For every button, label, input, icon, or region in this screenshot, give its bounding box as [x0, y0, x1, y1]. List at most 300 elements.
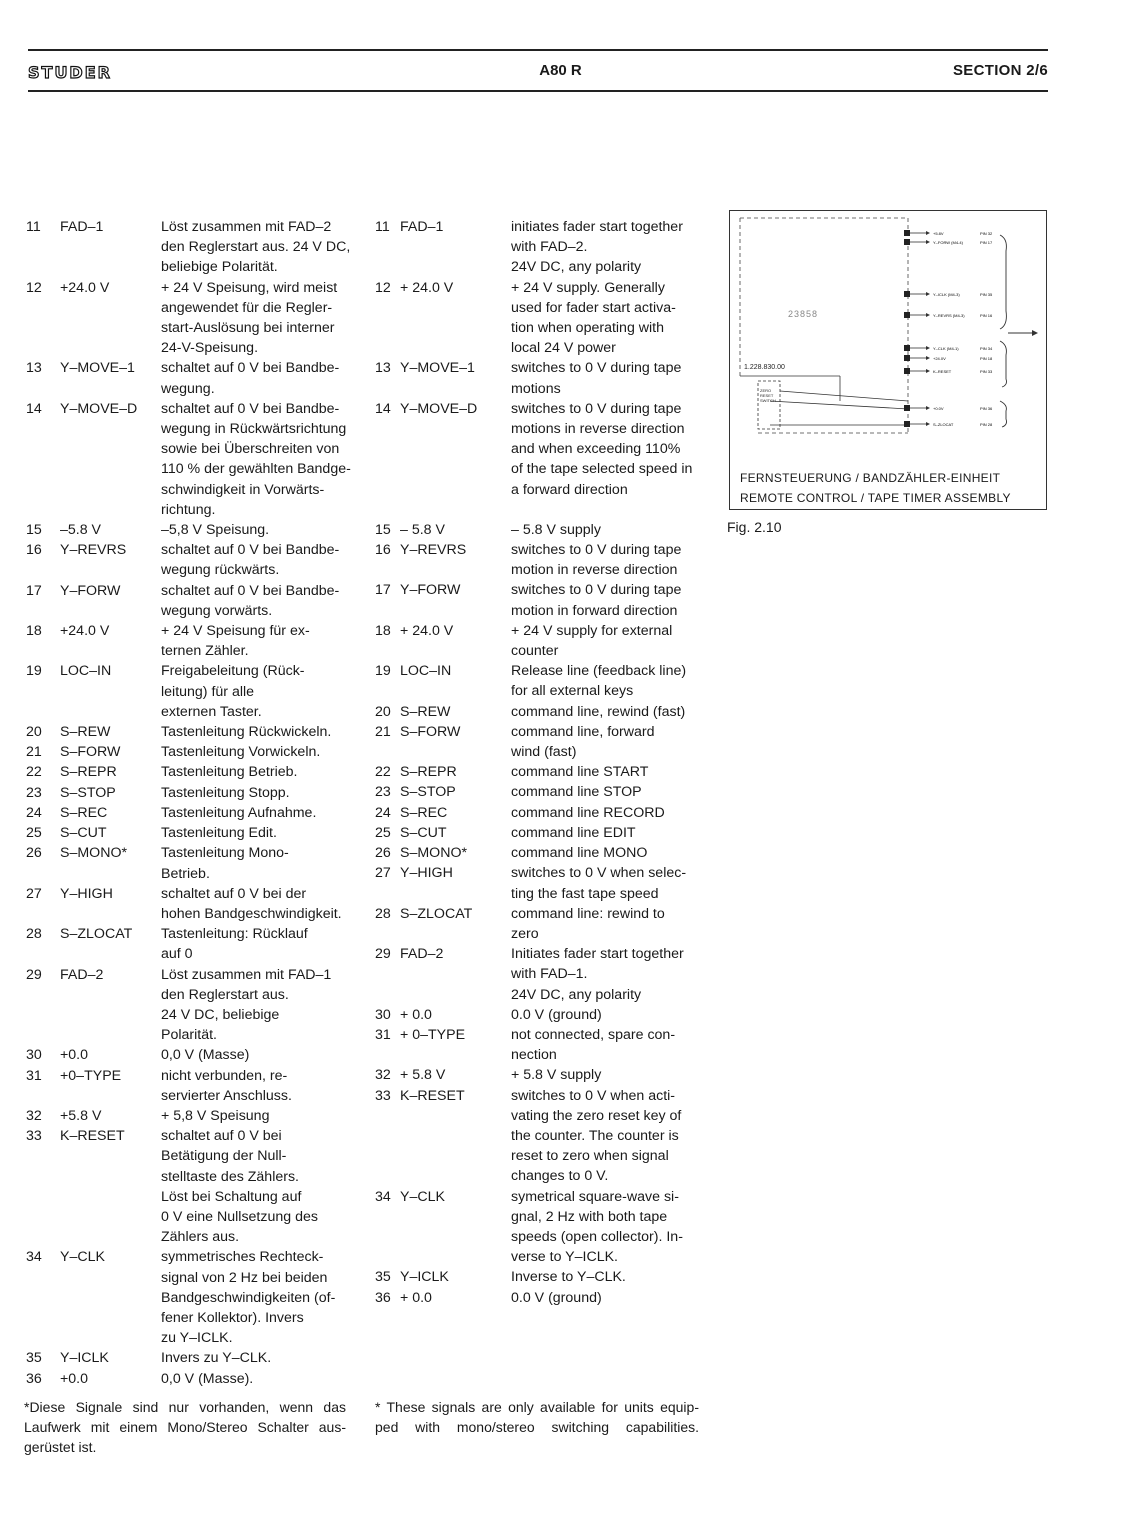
pin-entry-30: [26, 1045, 361, 1065]
description-line: Löst zusammen mit FAD–1: [161, 966, 332, 983]
signal-name: S–REPR: [400, 764, 457, 781]
signal-description: [161, 1106, 361, 1126]
description-line: Tastenleitung Aufnahme.: [161, 804, 317, 821]
signal-description: [161, 823, 361, 843]
signal-name: LOC–IN: [400, 663, 452, 680]
pin-entry-35: [26, 1348, 361, 1368]
description-line: the counter. The counter is: [511, 1127, 679, 1144]
pin-entry-29: [375, 944, 699, 1005]
pin-signal-label: +5.8V: [933, 231, 944, 236]
pin-number: 16: [26, 542, 42, 559]
signal-name: S–MONO*: [60, 845, 128, 862]
signal-description: [161, 843, 361, 883]
pin-number: 17: [26, 582, 42, 599]
pin-number: 18: [375, 622, 391, 639]
pin-entry-22: [375, 762, 699, 782]
signal-description: [161, 965, 361, 1046]
pin-number: 26: [26, 845, 42, 862]
pin-signal-label: Y–FORW (M4-4): [933, 240, 963, 245]
description-line: schaltet auf 0 V bei Bandbe-: [161, 400, 340, 417]
description-line: leitung) für alle: [161, 683, 255, 700]
description-line: schaltet auf 0 V bei der: [161, 885, 307, 902]
description-line: vating the zero reset key of: [511, 1107, 682, 1124]
pin-entry-20: [26, 722, 361, 742]
description-line: schaltet auf 0 V bei Bandbe-: [161, 542, 340, 559]
description-line: schaltet auf 0 V bei Bandbe-: [161, 360, 340, 377]
remote-control-figure: [729, 210, 1047, 510]
signal-name: – 5.8 V: [400, 521, 445, 538]
pin-entry-27: [375, 863, 699, 903]
header-rule-top: [28, 49, 1048, 51]
signal-description: [511, 1267, 699, 1287]
pin-number: 36: [26, 1370, 42, 1387]
signal-name: + 24.0 V: [400, 279, 454, 296]
description-line: tion when operating with: [511, 320, 665, 337]
pin-number: 13: [375, 360, 391, 377]
pin-connector-2: [904, 291, 993, 297]
pin-number: 25: [26, 825, 42, 842]
signal-name: FAD–1: [60, 219, 104, 235]
pin-signal-label: Y–ICLK (M4-3): [933, 292, 960, 297]
description-line: symmetrisches Rechteck-: [161, 1249, 324, 1266]
description-line: 0,0 V (Masse): [161, 1047, 250, 1064]
pin-signal-label: +24.0V: [933, 356, 946, 361]
description-line: 0 V eine Nullsetzung des: [161, 1208, 318, 1225]
pin-number: 14: [375, 400, 391, 417]
description-line: counter: [511, 643, 559, 660]
pin-number-label: PIN 28: [980, 422, 993, 427]
description-line: a forward direction: [511, 481, 628, 498]
description-line: Betätigung der Null-: [161, 1148, 287, 1165]
description-line: 0,0 V (Masse).: [161, 1370, 254, 1387]
description-line: Tastenleitung Rückwickeln.: [161, 724, 332, 741]
pin-number-label: PIN 16: [980, 313, 993, 318]
pin-connector-0: [904, 230, 993, 236]
pin-entry-25: [375, 823, 699, 843]
signal-name: Y–FORW: [60, 582, 121, 599]
pin-number: 19: [26, 663, 42, 680]
pin-entry-12: [26, 278, 361, 359]
description-line: externen Taster.: [161, 703, 262, 720]
pin-entry-23: [375, 782, 699, 802]
signal-description: [511, 217, 699, 278]
signal-name: + 0–TYPE: [400, 1026, 466, 1043]
signal-name: FAD–2: [400, 946, 444, 963]
pin-entry-34: [375, 1187, 699, 1268]
description-line: –5,8 V Speisung.: [161, 522, 270, 539]
pin-connector-5: [904, 355, 993, 361]
signal-name: +0.0: [60, 1370, 89, 1387]
description-line: Invers zu Y–CLK.: [161, 1350, 272, 1367]
signal-description: [161, 520, 361, 540]
signal-description: [161, 803, 361, 823]
signal-name: +5.8 V: [60, 1107, 102, 1124]
pin-entry-31: [375, 1025, 699, 1065]
description-line: Betrieb.: [161, 865, 210, 882]
description-line: switches to 0 V when selec-: [511, 865, 687, 882]
description-line: switches to 0 V during tape: [511, 542, 682, 559]
pin-entry-18: [26, 621, 361, 661]
section-number: SECTION 2/6: [953, 62, 1048, 79]
pin-number-label: PIN 35: [980, 292, 993, 297]
pin-entry-23: [26, 783, 361, 803]
signal-name: + 0.0: [400, 1006, 432, 1023]
signal-description: [511, 278, 699, 359]
pin-entry-25: [26, 823, 361, 843]
pin-number: 21: [26, 744, 42, 761]
signal-name: S–STOP: [60, 784, 116, 801]
pin-entry-13: [375, 358, 699, 398]
pin-number: 33: [26, 1128, 42, 1145]
description-line: schaltet auf 0 V bei Bandbe-: [161, 582, 340, 599]
signal-name: Y–MOVE–D: [60, 400, 138, 417]
description-line: and when exceeding 110%: [511, 441, 681, 458]
signal-name: Y–ICLK: [60, 1350, 109, 1367]
signal-description: [511, 399, 699, 500]
signal-name: +24.0 V: [60, 623, 110, 640]
model-title: A80 R: [539, 62, 582, 79]
signal-description: [161, 581, 361, 621]
pin-entry-32: [26, 1106, 361, 1126]
pin-entry-24: [375, 803, 699, 823]
description-line: command line RECORD: [511, 804, 665, 821]
description-line: switches to 0 V when acti-: [511, 1087, 676, 1104]
pin-entry-17: [375, 580, 699, 620]
signal-description: [161, 742, 361, 762]
description-line: Initiates fader start together: [511, 946, 684, 963]
part-number-text: 1.228.830.00: [744, 364, 785, 371]
description-line: used for fader start activa-: [511, 299, 676, 316]
description-line: switches to 0 V during tape: [511, 400, 682, 417]
signal-name: K–RESET: [60, 1128, 125, 1145]
signal-description: [511, 1065, 699, 1085]
pin-entry-20: [375, 702, 699, 722]
pin-entry-11: [26, 217, 361, 278]
description-line: + 24 V supply for external: [511, 622, 673, 639]
signal-name: LOC–IN: [60, 663, 112, 680]
description-line: motions: [511, 380, 561, 397]
signal-name: Y–HIGH: [400, 865, 453, 882]
description-line: 0.0 V (ground): [511, 1289, 602, 1306]
figure-caption-english: REMOTE CONTROL / TAPE TIMER ASSEMBLY: [740, 491, 1011, 505]
pin-number-label: PIN 17: [980, 240, 993, 245]
description-line: with FAD–1.: [511, 966, 588, 983]
signal-description: [511, 823, 699, 843]
description-line: 24 V DC, beliebige: [161, 1006, 280, 1023]
pin-number: 35: [375, 1269, 391, 1286]
switch-label-line-1: ZERO: [760, 388, 772, 393]
signal-description: [161, 540, 361, 580]
signal-name: +0.0: [60, 1047, 89, 1064]
description-line: beliebige Polarität.: [161, 259, 278, 276]
description-line: + 5.8 V supply: [511, 1067, 602, 1084]
signal-description: [511, 782, 699, 802]
pin-number-label: PIN 36: [980, 406, 993, 411]
signal-description: [511, 863, 699, 903]
signal-name: S–REPR: [60, 764, 117, 781]
description-line: fener Kollektor). Invers: [161, 1309, 304, 1326]
description-line: local 24 V power: [511, 340, 616, 357]
pin-entry-36: [26, 1369, 361, 1389]
pin-number: 31: [26, 1067, 42, 1084]
description-line: + 24 V supply. Generally: [511, 279, 665, 296]
description-line: motion in forward direction: [511, 602, 678, 619]
pin-entry-31: [26, 1066, 361, 1106]
description-line: wegung in Rückwärtsrichtung: [161, 421, 347, 438]
pin-number: 12: [26, 279, 42, 296]
header-rule-bottom: [28, 90, 1048, 92]
pin-number: 11: [375, 219, 390, 235]
signal-name: S–CUT: [60, 825, 107, 842]
description-line: servierter Anschluss.: [161, 1087, 292, 1104]
description-line: with FAD–2.: [511, 239, 588, 256]
signal-name: S–FORW: [60, 744, 121, 761]
pin-number: 29: [375, 946, 391, 963]
description-line: Polarität.: [161, 1027, 217, 1044]
signal-name: S–REC: [60, 804, 108, 821]
pin-connector-8: [904, 421, 993, 427]
pin-number: 31: [375, 1026, 391, 1043]
signal-description: [511, 520, 699, 540]
signal-name: Y–REVRS: [400, 542, 467, 559]
description-line: command line: rewind to: [511, 905, 665, 922]
signal-name: S–MONO*: [400, 845, 468, 862]
signal-name: + 24.0 V: [400, 622, 454, 639]
pin-number: 27: [375, 865, 391, 882]
description-line: Tastenleitung Edit.: [161, 825, 277, 842]
signal-description: [161, 924, 361, 964]
pin-number: 35: [26, 1350, 42, 1367]
signal-description: [511, 702, 699, 722]
pin-number: 20: [26, 724, 42, 741]
pin-entry-26: [26, 843, 361, 883]
signal-description: [511, 762, 699, 782]
pin-number: 33: [375, 1087, 391, 1104]
description-line: speeds (open collector). In-: [511, 1228, 683, 1245]
description-line: hohen Bandgeschwindigkeit.: [161, 905, 342, 922]
pin-number: 15: [26, 522, 42, 539]
pin-entry-36: [375, 1288, 699, 1308]
signal-name: S–REW: [400, 703, 451, 720]
description-line: schaltet auf 0 V bei: [161, 1128, 282, 1145]
pin-number: 25: [375, 824, 391, 841]
studer-logo: STUDER: [28, 63, 112, 82]
pin-entry-26: [375, 843, 699, 863]
signal-description: [511, 540, 699, 580]
signal-description: [511, 1187, 699, 1268]
pin-entry-32: [375, 1065, 699, 1085]
signal-description: [161, 1045, 361, 1065]
description-line: command line STOP: [511, 784, 642, 801]
signal-name: +0–TYPE: [60, 1067, 122, 1084]
signal-name: S–STOP: [400, 784, 456, 801]
pin-entry-29: [26, 965, 361, 1046]
description-line: signal von 2 Hz bei beiden: [161, 1269, 328, 1286]
signal-name: Y–MOVE–D: [400, 400, 478, 417]
pin-number: 32: [375, 1067, 391, 1084]
pin-entry-13: [26, 358, 361, 398]
pin-number: 13: [26, 360, 42, 377]
pin-number: 12: [375, 279, 391, 296]
pin-number: 30: [26, 1047, 42, 1064]
pin-signal-label: S–ZLOCAT: [933, 422, 954, 427]
pin-number: 28: [375, 905, 391, 922]
pin-connector-7: [904, 405, 993, 411]
pin-number: 19: [375, 663, 391, 680]
description-line: zero: [511, 925, 539, 942]
pin-entry-28: [375, 904, 699, 944]
pin-entry-19: [26, 661, 361, 722]
signal-name: S–ZLOCAT: [400, 905, 473, 922]
pin-number: 24: [26, 804, 42, 821]
german-pin-list: [26, 217, 361, 1389]
pin-entry-33: [375, 1086, 699, 1187]
description-line: switches to 0 V during tape: [511, 582, 682, 599]
figure-label: Fig. 2.10: [727, 519, 782, 535]
pin-entry-33: [26, 1126, 361, 1247]
signal-description: [161, 358, 361, 398]
pin-number: 34: [26, 1249, 42, 1266]
description-line: Bandgeschwindigkeiten (of-: [161, 1289, 336, 1306]
description-line: motion in reverse direction: [511, 562, 678, 579]
signal-description: [511, 580, 699, 620]
description-line: ternen Zähler.: [161, 643, 249, 660]
pin-signal-label: K–RESET: [933, 369, 952, 374]
signal-name: S–FORW: [400, 723, 461, 740]
signal-description: [511, 843, 699, 863]
description-line: schwindigkeit in Vorwärts-: [161, 481, 325, 498]
pin-entry-14: [26, 399, 361, 520]
pin-number: 21: [375, 723, 391, 740]
signal-name: S–CUT: [400, 824, 447, 841]
description-line: Inverse to Y–CLK.: [511, 1269, 626, 1286]
description-line: nection: [511, 1047, 557, 1064]
signal-description: [161, 399, 361, 520]
signal-description: [161, 661, 361, 722]
signal-description: [161, 722, 361, 742]
signal-description: [161, 1247, 361, 1348]
pin-entry-14: [375, 399, 699, 500]
description-line: + 24 V Speisung für ex-: [161, 623, 310, 640]
description-line: wegung rückwärts.: [161, 562, 280, 579]
description-line: Tastenleitung: Rücklauf: [161, 926, 308, 943]
pin-signal-label: +0.0V: [933, 406, 944, 411]
description-line: 24-V-Speisung.: [161, 340, 259, 357]
remote-control-diagram: [730, 211, 1046, 511]
description-line: Tastenleitung Vorwickeln.: [161, 744, 321, 761]
pin-number-label: PIN 33: [980, 369, 993, 374]
pin-connector-4: [904, 345, 993, 351]
pin-number: 23: [26, 784, 42, 801]
signal-description: [161, 278, 361, 359]
signal-name: Y–ICLK: [400, 1269, 449, 1286]
description-line: command line START: [511, 764, 649, 781]
pin-signal-label: Y–REVRS (M4-3): [933, 313, 965, 318]
signal-name: S–REW: [60, 724, 111, 741]
description-line: start-Auslösung bei interner: [161, 320, 335, 337]
description-line: symetrical square-wave si-: [511, 1188, 679, 1205]
pin-entry-12: [375, 278, 699, 359]
switch-label-line-2: RESET: [760, 393, 774, 398]
description-line: angewendet für die Regler-: [161, 299, 333, 316]
signal-description: [161, 621, 361, 661]
description-line: gnal, 2 Hz with both tape: [511, 1208, 668, 1225]
description-line: command line, rewind (fast): [511, 703, 686, 720]
pin-entry-24: [26, 803, 361, 823]
counter-display-text: 23858: [788, 309, 819, 319]
signal-description: [511, 1025, 699, 1065]
description-line: sowie bei Überschreiten von: [161, 441, 340, 458]
description-line: wind (fast): [511, 744, 577, 761]
signal-description: [511, 1086, 699, 1187]
pin-number: 18: [26, 623, 42, 640]
pin-signal-label: Y–CLK (M4-1): [933, 346, 959, 351]
description-line: command line, forward: [511, 723, 655, 740]
pin-number: 26: [375, 845, 391, 862]
signal-description: [161, 1126, 361, 1247]
description-line: command line MONO: [511, 845, 648, 862]
pin-number: 23: [375, 784, 391, 801]
signal-name: Y–MOVE–1: [60, 360, 135, 377]
signal-description: [511, 661, 699, 701]
description-line: verse to Y–ICLK.: [511, 1249, 618, 1266]
signal-name: + 0.0: [400, 1289, 432, 1306]
pin-number-label: PIN 18: [980, 356, 993, 361]
description-line: for all external keys: [511, 683, 634, 700]
signal-name: Y–HIGH: [60, 885, 113, 902]
signal-description: [161, 1348, 361, 1368]
pin-number: 30: [375, 1006, 391, 1023]
description-line: not connected, spare con-: [511, 1026, 676, 1043]
pin-entry-30: [375, 1005, 699, 1025]
pin-entry-17: [26, 581, 361, 621]
pin-entry-16: [26, 540, 361, 580]
pin-number: 22: [375, 764, 391, 781]
pin-connector-3: [904, 312, 993, 318]
english-pin-list: [375, 217, 699, 1308]
description-line: Freigabeleitung (Rück-: [161, 663, 305, 680]
signal-name: –5.8 V: [60, 522, 102, 539]
description-line: Tastenleitung Stopp.: [161, 784, 290, 801]
pin-number: 11: [26, 219, 41, 235]
pin-number: 17: [375, 582, 391, 599]
pin-number: 29: [26, 966, 42, 983]
switch-label-line-3: SWITCH: [760, 398, 776, 403]
signal-description: [511, 1288, 699, 1308]
signal-description: [161, 884, 361, 924]
signal-name: Y–CLK: [400, 1188, 445, 1205]
pin-number: 27: [26, 885, 42, 902]
description-line: zu Y–ICLK.: [161, 1330, 233, 1347]
signal-name: Y–CLK: [60, 1249, 105, 1266]
pin-entry-22: [26, 762, 361, 782]
signal-description: [511, 722, 699, 762]
description-line: stelltaste des Zählers.: [161, 1168, 299, 1185]
pin-entry-15: [26, 520, 361, 540]
signal-name: Y–MOVE–1: [400, 360, 475, 377]
description-line: 0.0 V (ground): [511, 1006, 602, 1023]
signal-description: [161, 1066, 361, 1106]
pin-entry-18: [375, 621, 699, 661]
description-line: – 5.8 V supply: [511, 521, 601, 538]
pin-entry-21: [26, 742, 361, 762]
pin-number: 15: [375, 521, 391, 538]
description-line: ting the fast tape speed: [511, 885, 659, 902]
pin-entry-19: [375, 661, 699, 701]
description-line: Löst zusammen mit FAD–2: [161, 219, 332, 235]
description-line: 24V DC, any polarity: [511, 259, 642, 276]
signal-description: [161, 762, 361, 782]
